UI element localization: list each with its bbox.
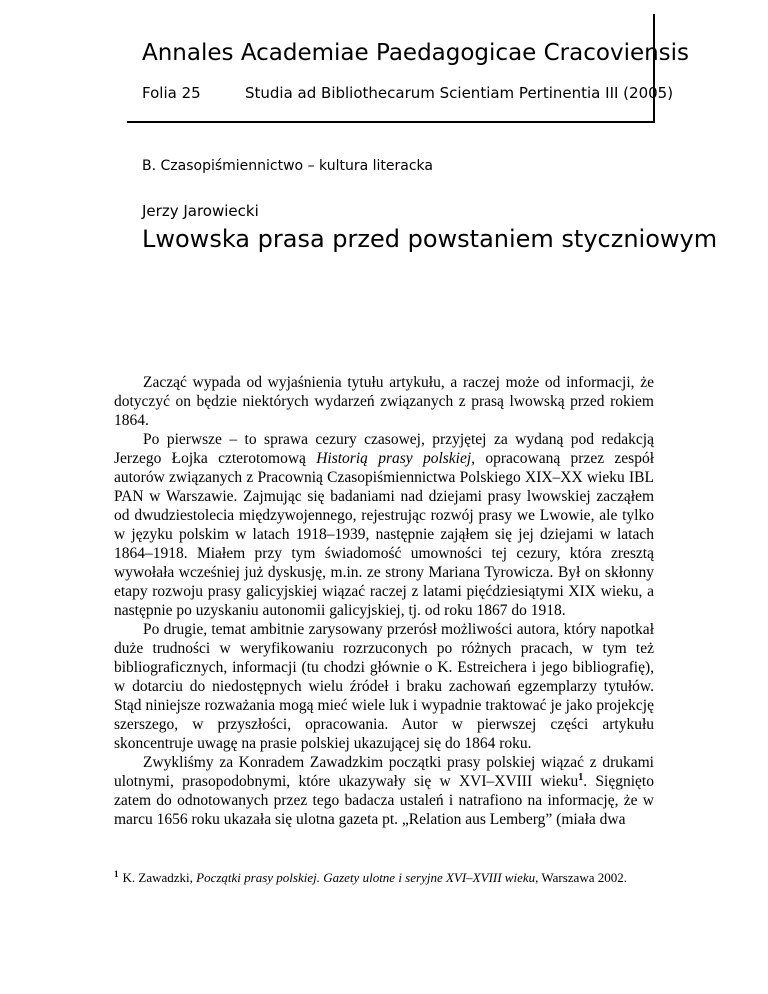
article-author: Jerzy Jarowiecki [142,202,259,220]
paragraph-2: Po pierwsze – to sprawa cezury czasowej, przyjętej za wydaną pod redakcją Jerzego Łojka czterotomową Historią prasy polskiej, opracowaną przez zespół autorów związanych z Pracownią Czasopiśmiennictwa Polskiego XIX–XX wieku IBL PAN w Warszawie. Zajmując się badaniami nad dziejami prasy lwowskiej zacząłem od dwudziestolecia międzywojennego, rejestrując rozwój prasy we Lwowie, ale tylko w języku polskim w latach 1918–1939, następnie zająłem się jej dziejami w latach 1864–1918. Miałem przy tym świadomość umowności tej cezury, która zresztą wywołała wcześniej już dyskusję, m.in. ze strony Mariana Tyrowicza. Był on skłonny etapy rozwoju prasy galicyjskiej wiązać raczej z latami pięćdziesiątymi XIX wieku, a następnie po uzyskaniu autonomii galicyjskiej, tj. od roku 1867 do 1918. [114,431,654,619]
footnote-title: Początki prasy polskiej. Gazety ulotne i seryjne XVI–XVIII wieku, [196,870,539,885]
series-title: Studia ad Bibliothecarum Scientiam Pertinentia III (2005) [245,84,674,102]
section-heading: B. Czasopiśmiennictwo – kultura literacka [142,158,433,174]
journal-header-frame [127,14,655,123]
paragraph-4: Zwykliśmy za Konradem Zawadzkim początki prasy polskiej wiązać z drukami ulotnymi, prasopodobnymi, które ukazywały się w XVI–XVIII wieku$^1$. Sięgnięto zatem do odnotowanych przez tego badacza ustaleń i natrafiono na informację, że w marcu 1656 roku ukazała się ulotna gazeta pt. „Relation aus Lemberg” (miała dwa [114,754,654,828]
footnote-reference[interactable]: 1 [578,771,584,783]
book-title-italic: Historią prasy polskiej, [316,450,476,467]
paragraph-1: Zacząć wypada od wyjaśnienia tytułu artykułu, a raczej może od informacji, że dotyczyć on będzie niektórych wydarzeń związanych z prasą lwowską przed rokiem 1864. [114,374,654,429]
folia-number: Folia 25 [142,84,201,102]
paragraph-3: Po drugie, temat ambitnie zarysowany przerósł możliwości autora, który napotkał duże trudności w weryfikowaniu rozrzuconych po różnych pracach, w tym też bibliograficznych, informacji (tu chodzi głównie o K. Estreichera i jego bibliografię), w dotarciu do niedostępnych wielu źródeł i braku zachowań egzemplarzy tytułów. Stąd niniejsze rozważania mogą mieć wiele luk i wypadnie traktować je jako projekcję szerszego, w przyszłości, opracowania. Autor w pierwszej części artykułu skoncentruje uwagę na prasie polskiej ukazującej się do 1864 roku. [114,621,654,752]
article-body [114,373,654,829]
article-title: Lwowska prasa przed powstaniem styczniowym [142,225,718,253]
footnote-number: 1 [114,868,119,879]
journal-title: Annales Academiae Paedagogicae Cracoviensis [142,40,690,66]
footnote: $^1$ K. Zawadzki, Początki prasy polskiej. Gazety ulotne i seryjne XVI–XVIII wieku, Warszawa 2002. [114,868,627,885]
